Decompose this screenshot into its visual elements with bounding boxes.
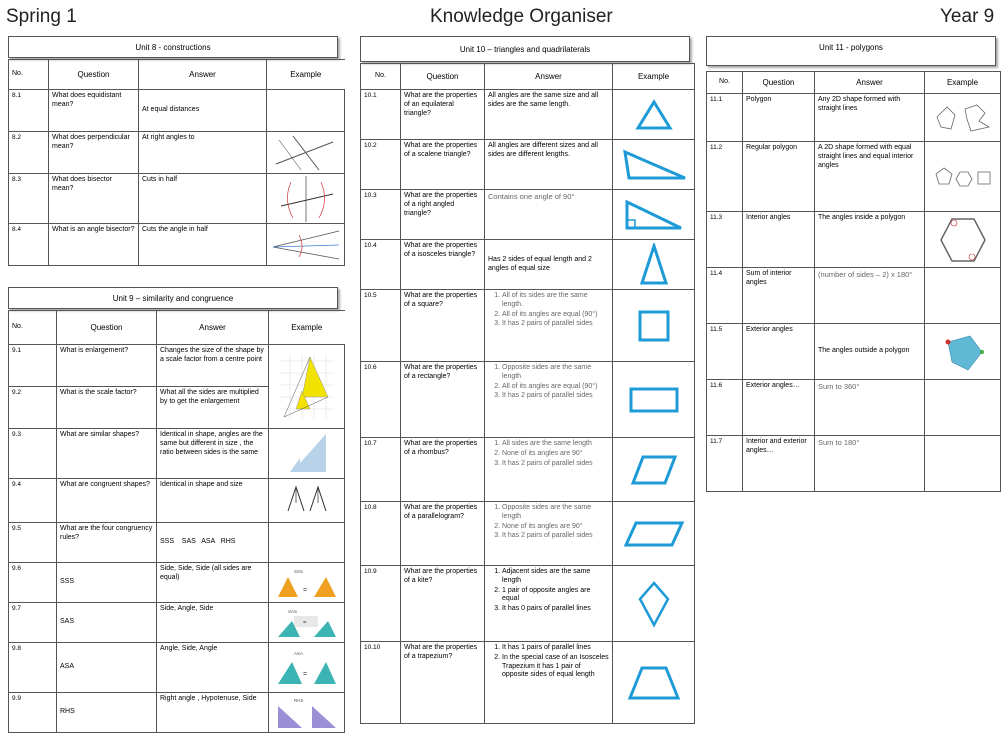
- table-row: [361, 502, 695, 566]
- col-example: Example: [267, 60, 345, 90]
- row-number: 10.4: [361, 240, 401, 290]
- property-item: 3. It has 2 pairs of parallel sides: [502, 320, 609, 329]
- sss-label: SSS: [293, 568, 303, 574]
- rhs-example-image: [269, 693, 345, 733]
- property-item: 1. Opposite sides are the same length: [502, 364, 609, 382]
- row-answer: Cuts in half: [139, 174, 267, 224]
- property-item: 3. It has 2 pairs of parallel sides: [502, 392, 609, 401]
- col-example: Example: [613, 64, 695, 90]
- row-question: What is an angle bisector?: [49, 224, 139, 266]
- table-row: [9, 224, 345, 266]
- unit9-table: [8, 310, 345, 733]
- table-row: [361, 566, 695, 642]
- row-question: Polygon: [743, 94, 815, 142]
- row-question: What does bisector mean?: [49, 174, 139, 224]
- table-row: [361, 362, 695, 438]
- row-question: Interior and exterior angles…: [743, 436, 815, 492]
- col-question: Question: [57, 311, 157, 345]
- table-row: [9, 174, 345, 224]
- table-row: [9, 132, 345, 174]
- row-example: [269, 523, 345, 563]
- unit9-panel: [8, 287, 344, 733]
- table-row: [9, 523, 345, 563]
- regular-polygon-image: [925, 142, 1001, 212]
- row-number: 9.6: [9, 563, 57, 603]
- col-no: No.: [9, 311, 57, 345]
- row-answer: The angles inside a polygon: [815, 212, 925, 268]
- row-number: 11.5: [707, 324, 743, 380]
- row-question: What is the scale factor?: [57, 387, 157, 429]
- row-number: 8.2: [9, 132, 49, 174]
- row-question: What are congruent shapes?: [57, 479, 157, 523]
- unit11-title: Unit 11 - polygons: [706, 36, 996, 66]
- row-answer: SSS SAS ASA RHS: [157, 523, 269, 563]
- table-row: [9, 479, 345, 523]
- row-question: What are the properties of a right angled triangle?: [401, 190, 485, 240]
- row-number: 10.9: [361, 566, 401, 642]
- isosceles-triangle-image: [613, 240, 695, 290]
- row-number: 9.4: [9, 479, 57, 523]
- col-question: Question: [743, 72, 815, 94]
- interior-angles-image: [925, 212, 1001, 268]
- row-answer: (number of sides – 2) x 180°: [815, 268, 925, 324]
- trapezium-image: [613, 642, 695, 724]
- row-number: 11.7: [707, 436, 743, 492]
- row-example: [925, 380, 1001, 436]
- row-answer: At right angles to: [139, 132, 267, 174]
- col-no: No.: [9, 60, 49, 90]
- row-question: ASA: [57, 643, 157, 693]
- row-question: What are the properties of a trapezium?: [401, 642, 485, 724]
- col-question: Question: [401, 64, 485, 90]
- col-no: No.: [361, 64, 401, 90]
- sas-example-image: [269, 603, 345, 643]
- row-answer: At equal distances: [139, 90, 267, 132]
- row-question: Exterior angles: [743, 324, 815, 380]
- unit9-title: Unit 9 – similarity and congruence: [8, 287, 338, 309]
- property-item: 3. It has 2 pairs of parallel sides: [502, 532, 609, 541]
- row-example: [925, 436, 1001, 492]
- row-question: What does equidistant mean?: [49, 90, 139, 132]
- unit10-panel: [360, 36, 694, 724]
- table-row: [9, 345, 345, 387]
- row-answer: Angle, Side, Angle: [157, 643, 269, 693]
- unit11-panel: [706, 36, 1000, 492]
- rhombus-image: [613, 438, 695, 502]
- row-number: 10.10: [361, 642, 401, 724]
- row-question: What are the properties of a square?: [401, 290, 485, 362]
- row-question: What does perpendicular mean?: [49, 132, 139, 174]
- property-item: 3. It has 2 pairs of parallel sides: [502, 460, 609, 469]
- sss-example-image: [269, 563, 345, 603]
- asa-label: ASA: [293, 650, 303, 656]
- row-number: 10.5: [361, 290, 401, 362]
- row-question: What are the properties of a isosceles triangle?: [401, 240, 485, 290]
- col-example: Example: [925, 72, 1001, 94]
- unit11-table: [706, 71, 1001, 492]
- property-item: 1. All sides are the same length: [502, 440, 609, 449]
- row-question: What are the four congruency rules?: [57, 523, 157, 563]
- row-answer: [485, 362, 613, 438]
- row-question: What are the properties of a scalene triangle?: [401, 140, 485, 190]
- table-row: [707, 268, 1001, 324]
- row-number: 11.1: [707, 94, 743, 142]
- scalene-triangle-image: [613, 140, 695, 190]
- row-question: Exterior angles…: [743, 380, 815, 436]
- row-answer: [485, 290, 613, 362]
- property-item: 2. In the special case of an Isosceles Trapezium it has 1 pair of opposite sides of equal length: [502, 654, 609, 680]
- row-number: 9.3: [9, 429, 57, 479]
- table-row: [707, 94, 1001, 142]
- row-question: What are the properties of a kite?: [401, 566, 485, 642]
- unit10-title: Unit 10 – triangles and quadrilaterals: [360, 36, 690, 62]
- row-question: What are the properties of a rhombus?: [401, 438, 485, 502]
- row-question: What are similar shapes?: [57, 429, 157, 479]
- row-answer: A 2D shape formed with equal straight lines and equal interior angles: [815, 142, 925, 212]
- equals-label: =: [302, 619, 307, 626]
- row-answer: Contains one angle of 90°: [485, 190, 613, 240]
- property-item: 2. All of its angles are equal (90°): [502, 383, 609, 392]
- property-item: 1. All of its sides are the same length.: [502, 292, 609, 310]
- table-row: [9, 90, 345, 132]
- row-number: 8.1: [9, 90, 49, 132]
- row-question: SAS: [57, 603, 157, 643]
- row-question: Regular polygon: [743, 142, 815, 212]
- equilateral-triangle-image: [613, 90, 695, 140]
- enlargement-image: [269, 345, 345, 429]
- polygon-image: [925, 94, 1001, 142]
- kite-image: [613, 566, 695, 642]
- row-question: What is enlargement?: [57, 345, 157, 387]
- row-number: 10.2: [361, 140, 401, 190]
- table-row: [361, 140, 695, 190]
- row-answer: Sum to 180°: [815, 436, 925, 492]
- row-answer: Cuts the angle in half: [139, 224, 267, 266]
- row-question: What are the properties of an equilateral triangle?: [401, 90, 485, 140]
- table-row: [9, 603, 345, 643]
- year-label: Year 9: [940, 6, 995, 27]
- row-answer: Side, Side, Side (all sides are equal): [157, 563, 269, 603]
- exterior-angles-image: [925, 324, 1001, 380]
- row-answer: Changes the size of the shape by a scale factor from a centre point: [157, 345, 269, 387]
- row-answer: [485, 438, 613, 502]
- unit8-title: Unit 8 - constructions: [8, 36, 338, 58]
- property-item: 2. 1 pair of opposite angles are equal: [502, 587, 609, 605]
- square-image: [613, 290, 695, 362]
- perpendicular-lines-image: [267, 132, 345, 174]
- row-answer: [485, 642, 613, 724]
- unit10-table: [360, 63, 695, 724]
- row-example: [267, 90, 345, 132]
- row-number: 8.3: [9, 174, 49, 224]
- row-number: 9.8: [9, 643, 57, 693]
- table-row: [361, 642, 695, 724]
- property-item: 1. Opposite sides are the same length: [502, 504, 609, 522]
- term-label: Spring 1: [6, 6, 77, 27]
- row-example: [925, 268, 1001, 324]
- bisector-image: [267, 174, 345, 224]
- row-number: 11.4: [707, 268, 743, 324]
- page-title: Knowledge Organiser: [430, 6, 613, 27]
- row-answer: The angles outside a polygon: [815, 324, 925, 380]
- row-answer: [485, 566, 613, 642]
- rectangle-image: [613, 362, 695, 438]
- table-row: [361, 240, 695, 290]
- table-row: [361, 190, 695, 240]
- row-answer: Has 2 sides of equal length and 2 angles of equal size: [485, 240, 613, 290]
- row-answer: [485, 502, 613, 566]
- property-item: 2. None of its angles are 90°: [502, 523, 609, 532]
- table-row: [707, 212, 1001, 268]
- equals-label: =: [302, 586, 307, 594]
- table-row: [707, 324, 1001, 380]
- row-number: 9.2: [9, 387, 57, 429]
- table-row: [9, 563, 345, 603]
- table-row: [9, 429, 345, 479]
- row-number: 10.6: [361, 362, 401, 438]
- row-number: 9.9: [9, 693, 57, 733]
- row-answer: Sum to 360°: [815, 380, 925, 436]
- row-number: 9.7: [9, 603, 57, 643]
- table-row: [9, 693, 345, 733]
- rhs-label: RHS: [293, 697, 304, 703]
- table-row: [361, 90, 695, 140]
- row-answer: All angles are the same size and all sides are the same length.: [485, 90, 613, 140]
- table-row: [707, 380, 1001, 436]
- row-question: What are the properties of a parallelogram?: [401, 502, 485, 566]
- row-number: 11.2: [707, 142, 743, 212]
- table-row: [9, 643, 345, 693]
- congruent-shapes-image: [269, 479, 345, 523]
- row-answer: All angles are different sizes and all sides are different lengths.: [485, 140, 613, 190]
- row-number: 9.1: [9, 345, 57, 387]
- row-answer: Identical in shape, angles are the same but different in size , the ratio between sides is the same: [157, 429, 269, 479]
- property-item: 1. It has 1 pairs of parallel lines: [502, 644, 609, 653]
- row-answer: Any 2D shape formed with straight lines: [815, 94, 925, 142]
- similar-shapes-image: [269, 429, 345, 479]
- col-answer: Answer: [485, 64, 613, 90]
- table-row: [707, 436, 1001, 492]
- parallelogram-image: [613, 502, 695, 566]
- row-question: Interior angles: [743, 212, 815, 268]
- row-answer: Identical in shape and size: [157, 479, 269, 523]
- table-row: [707, 142, 1001, 212]
- right-angled-triangle-image: [613, 190, 695, 240]
- col-answer: Answer: [139, 60, 267, 90]
- col-question: Question: [49, 60, 139, 90]
- row-number: 8.4: [9, 224, 49, 266]
- equals-label: =: [302, 670, 307, 678]
- row-number: 10.7: [361, 438, 401, 502]
- row-number: 10.8: [361, 502, 401, 566]
- col-answer: Answer: [157, 311, 269, 345]
- unit8-table: [8, 59, 345, 266]
- row-number: 9.5: [9, 523, 57, 563]
- row-question: Sum of interior angles: [743, 268, 815, 324]
- table-row: [361, 290, 695, 362]
- col-answer: Answer: [815, 72, 925, 94]
- row-number: 11.6: [707, 380, 743, 436]
- table-row: [361, 438, 695, 502]
- row-number: 10.1: [361, 90, 401, 140]
- row-question: RHS: [57, 693, 157, 733]
- sas-label: SAS: [287, 608, 297, 614]
- unit8-panel: [8, 36, 344, 266]
- angle-bisector-image: [267, 224, 345, 266]
- row-number: 10.3: [361, 190, 401, 240]
- row-answer: Right angle , Hypotenuse, Side: [157, 693, 269, 733]
- property-item: 1. Adjacent sides are the same length: [502, 568, 609, 586]
- asa-example-image: [269, 643, 345, 693]
- row-number: 11.3: [707, 212, 743, 268]
- row-question: SSS: [57, 563, 157, 603]
- row-answer: Side, Angle, Side: [157, 603, 269, 643]
- col-no: No.: [707, 72, 743, 94]
- property-item: 3. It has 0 pairs of parallel lines: [502, 605, 609, 614]
- row-question: What are the properties of a rectangle?: [401, 362, 485, 438]
- row-answer: What all the sides are multiplied by to get the enlargement: [157, 387, 269, 429]
- col-example: Example: [269, 311, 345, 345]
- property-item: 2. None of its angles are 90°: [502, 450, 609, 459]
- property-item: 2. All of its angles are equal (90°): [502, 311, 609, 320]
